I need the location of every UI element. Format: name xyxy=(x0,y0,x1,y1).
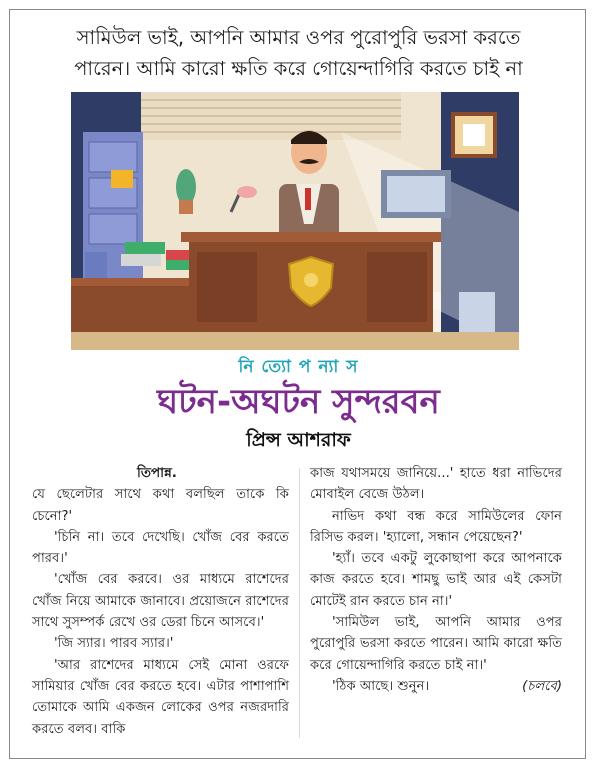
column-divider xyxy=(299,468,300,738)
author-name: প্রিন্স আশরাফ xyxy=(246,429,351,451)
illustration-svg xyxy=(71,92,519,350)
continued-marker: (চলবে) xyxy=(522,678,562,694)
pull-quote-line-1: সামিউল ভাই, আপনি আমার ওপর পুরোপুরি ভরসা করতে xyxy=(76,26,521,49)
paragraph: কাজ যথাসময়ে জানিয়ে...' হাতে ধরা নাভিদের মোবাইল বেজে উঠল। xyxy=(310,466,562,503)
article-column-1 xyxy=(32,463,289,740)
paragraph: 'ঠিক আছে। শুনুন। xyxy=(332,678,430,694)
chapter-number: তিপান্ন. xyxy=(137,465,177,481)
paragraph: যে ছেলেটার সাথে কথা বলছিল তাকে কি চেনো?' xyxy=(32,487,289,524)
paragraph: 'সামিউল ভাই, আপনি আমার ওপর পুরোপুরি ভরসা করতে পারেন। আমি কারো ক্ষতি করে গোয়েন্দাগিরি করতে চাই না।' xyxy=(310,615,562,673)
pull-quote-line-2: পারেন। আমি কারো ক্ষতি করে গোয়েন্দাগিরি করতে চাই না xyxy=(74,57,523,80)
detective-office-illustration xyxy=(71,92,519,350)
paragraph: 'হ্যাঁ। তবে একটু লুকোছাপা করে আপনাকে কাজ করতে হবে। শামছু ভাই আর এই কেসটা মোটেই রান করতে চান না।' xyxy=(310,551,562,609)
story-title: ঘটন-অঘটন সুন্দরবন xyxy=(157,382,440,422)
paragraph: 'জি স্যার। পারব স্যার।' xyxy=(54,636,174,652)
paragraph: 'আর রাশেদের মাধ্যমে সেই মোনা ওরফে সামিয়ার খোঁজ বের করতে হবে। এটার পাশাপাশি তোমাকে আমি একজন লোকের ওপর নজরদারি করতে বলব। বাকি xyxy=(32,657,289,737)
paragraph: 'খোঁজ বের করবে। ওর মাধ্যমে রাশেদের খোঁজ নিয়ে আমাকে জানাবে। প্রয়োজনে রাশেদের সাথে সুসম্পর্ক রেখে ওর ডেরা চিনে আসবে।' xyxy=(32,572,289,631)
series-kicker: নি ত্যো প ন্যা স xyxy=(238,357,359,377)
pull-quote xyxy=(20,22,577,84)
paragraph: নাভিদ কথা বন্ধ করে সামিউলের ফোন রিসিভ করল। 'হ্যালো, সন্ধান পেয়েছেন?' xyxy=(310,508,562,545)
article-column-2 xyxy=(310,463,562,697)
paragraph: 'চিনি না। তবে দেখেছি। খোঁজ বের করতে পারব।' xyxy=(32,529,289,567)
final-line xyxy=(310,676,562,697)
